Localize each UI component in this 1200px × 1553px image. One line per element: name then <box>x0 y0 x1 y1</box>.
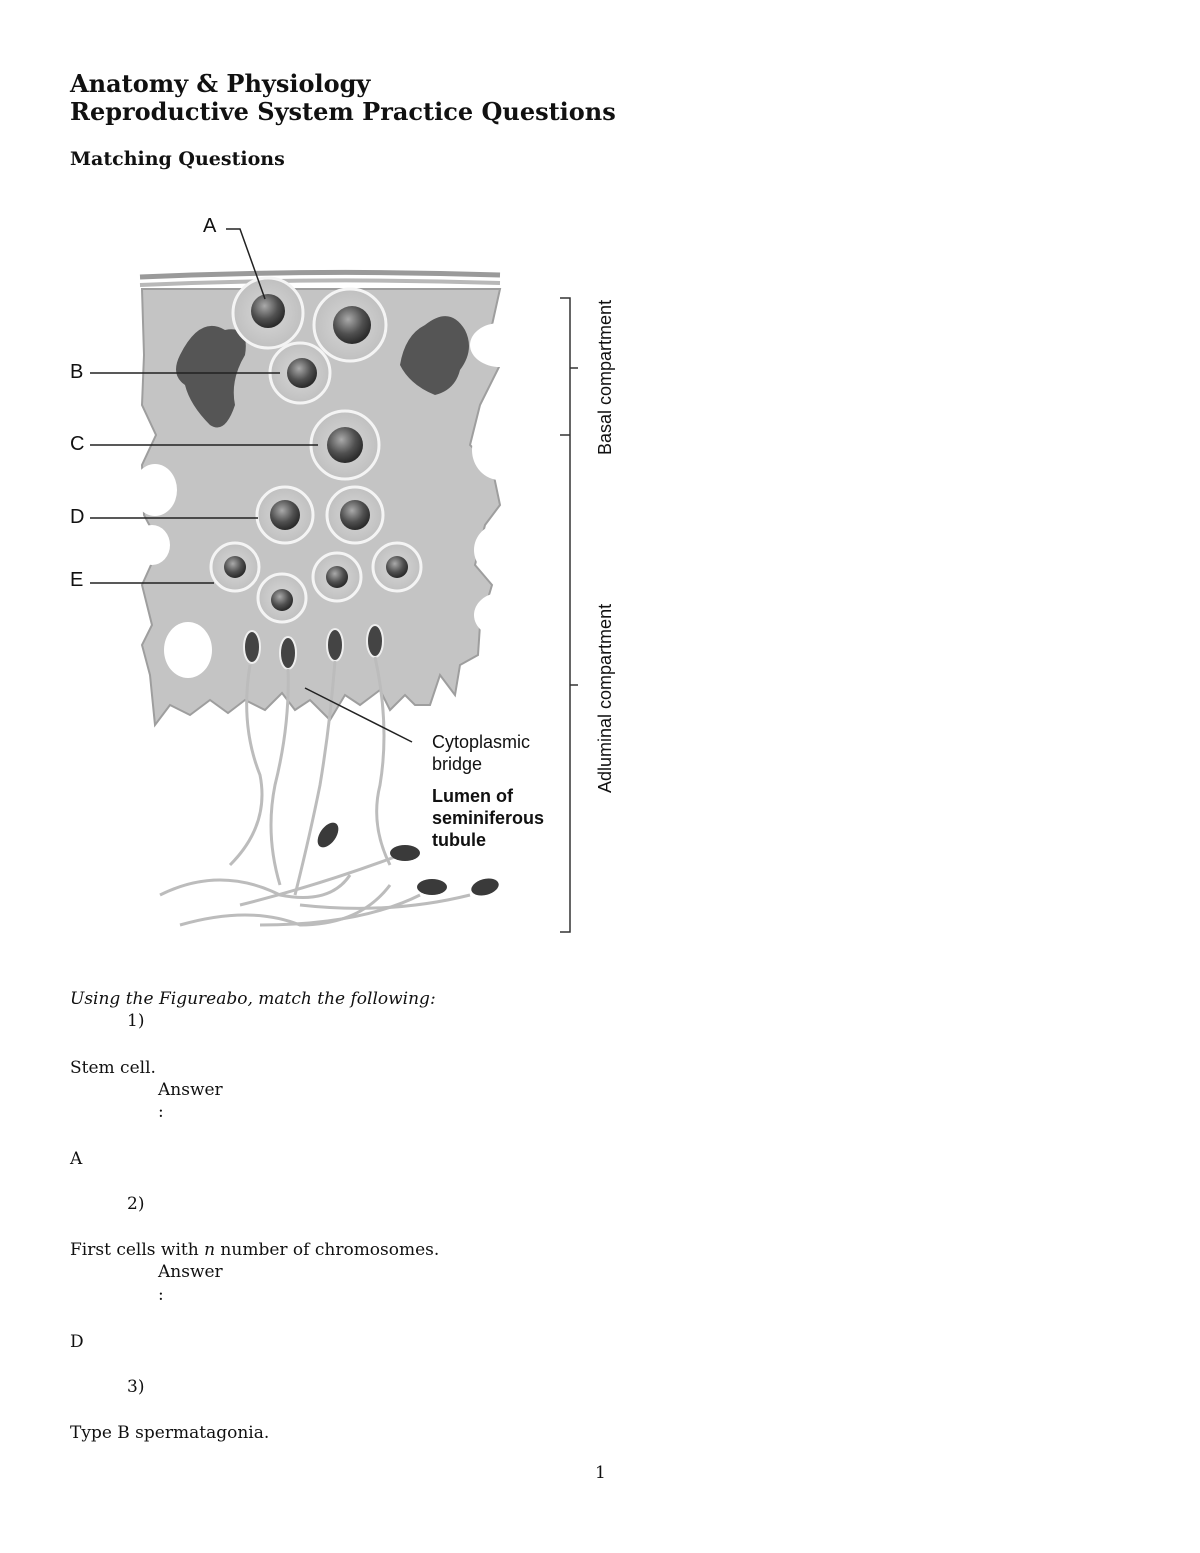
adluminal-compartment-label: Adluminal compartment <box>595 603 615 793</box>
basal-compartment-label: Basal compartment <box>595 299 615 455</box>
question-1-prompt: Stem cell. <box>70 1058 156 1078</box>
label-b: B <box>70 361 84 383</box>
seminiferous-tubule-figure <box>60 205 620 955</box>
label-c: C <box>70 433 85 455</box>
question-3-number: 3) <box>127 1377 145 1397</box>
question-2-colon: : <box>158 1285 164 1305</box>
question-2-number: 2) <box>127 1194 145 1214</box>
page-number: 1 <box>595 1463 606 1483</box>
section-heading: Matching Questions <box>70 148 285 170</box>
question-3-prompt: Type B spermatagonia. <box>70 1423 270 1443</box>
doc-title: Anatomy & Physiology <box>70 69 371 98</box>
cytoplasmic-bridge-label: Cytoplasmic bridge <box>432 732 531 774</box>
question-2-answer: D <box>70 1332 84 1352</box>
label-a: A <box>203 215 217 237</box>
question-1-colon: : <box>158 1102 164 1122</box>
question-1-number: 1) <box>127 1011 145 1031</box>
lumen-label: Lumen of seminiferous tubule <box>432 786 545 850</box>
question-1-answer: A <box>70 1149 83 1169</box>
question-2-answer-label: Answer <box>158 1262 223 1282</box>
doc-subtitle: Reproductive System Practice Questions <box>70 97 616 126</box>
label-e: E <box>70 569 84 591</box>
instructions: Using the Figureabo, match the following: <box>70 989 436 1009</box>
question-2-prompt: First cells with n number of chromosomes. <box>70 1240 440 1260</box>
question-1-answer-label: Answer <box>158 1080 223 1100</box>
label-d: D <box>70 506 85 528</box>
